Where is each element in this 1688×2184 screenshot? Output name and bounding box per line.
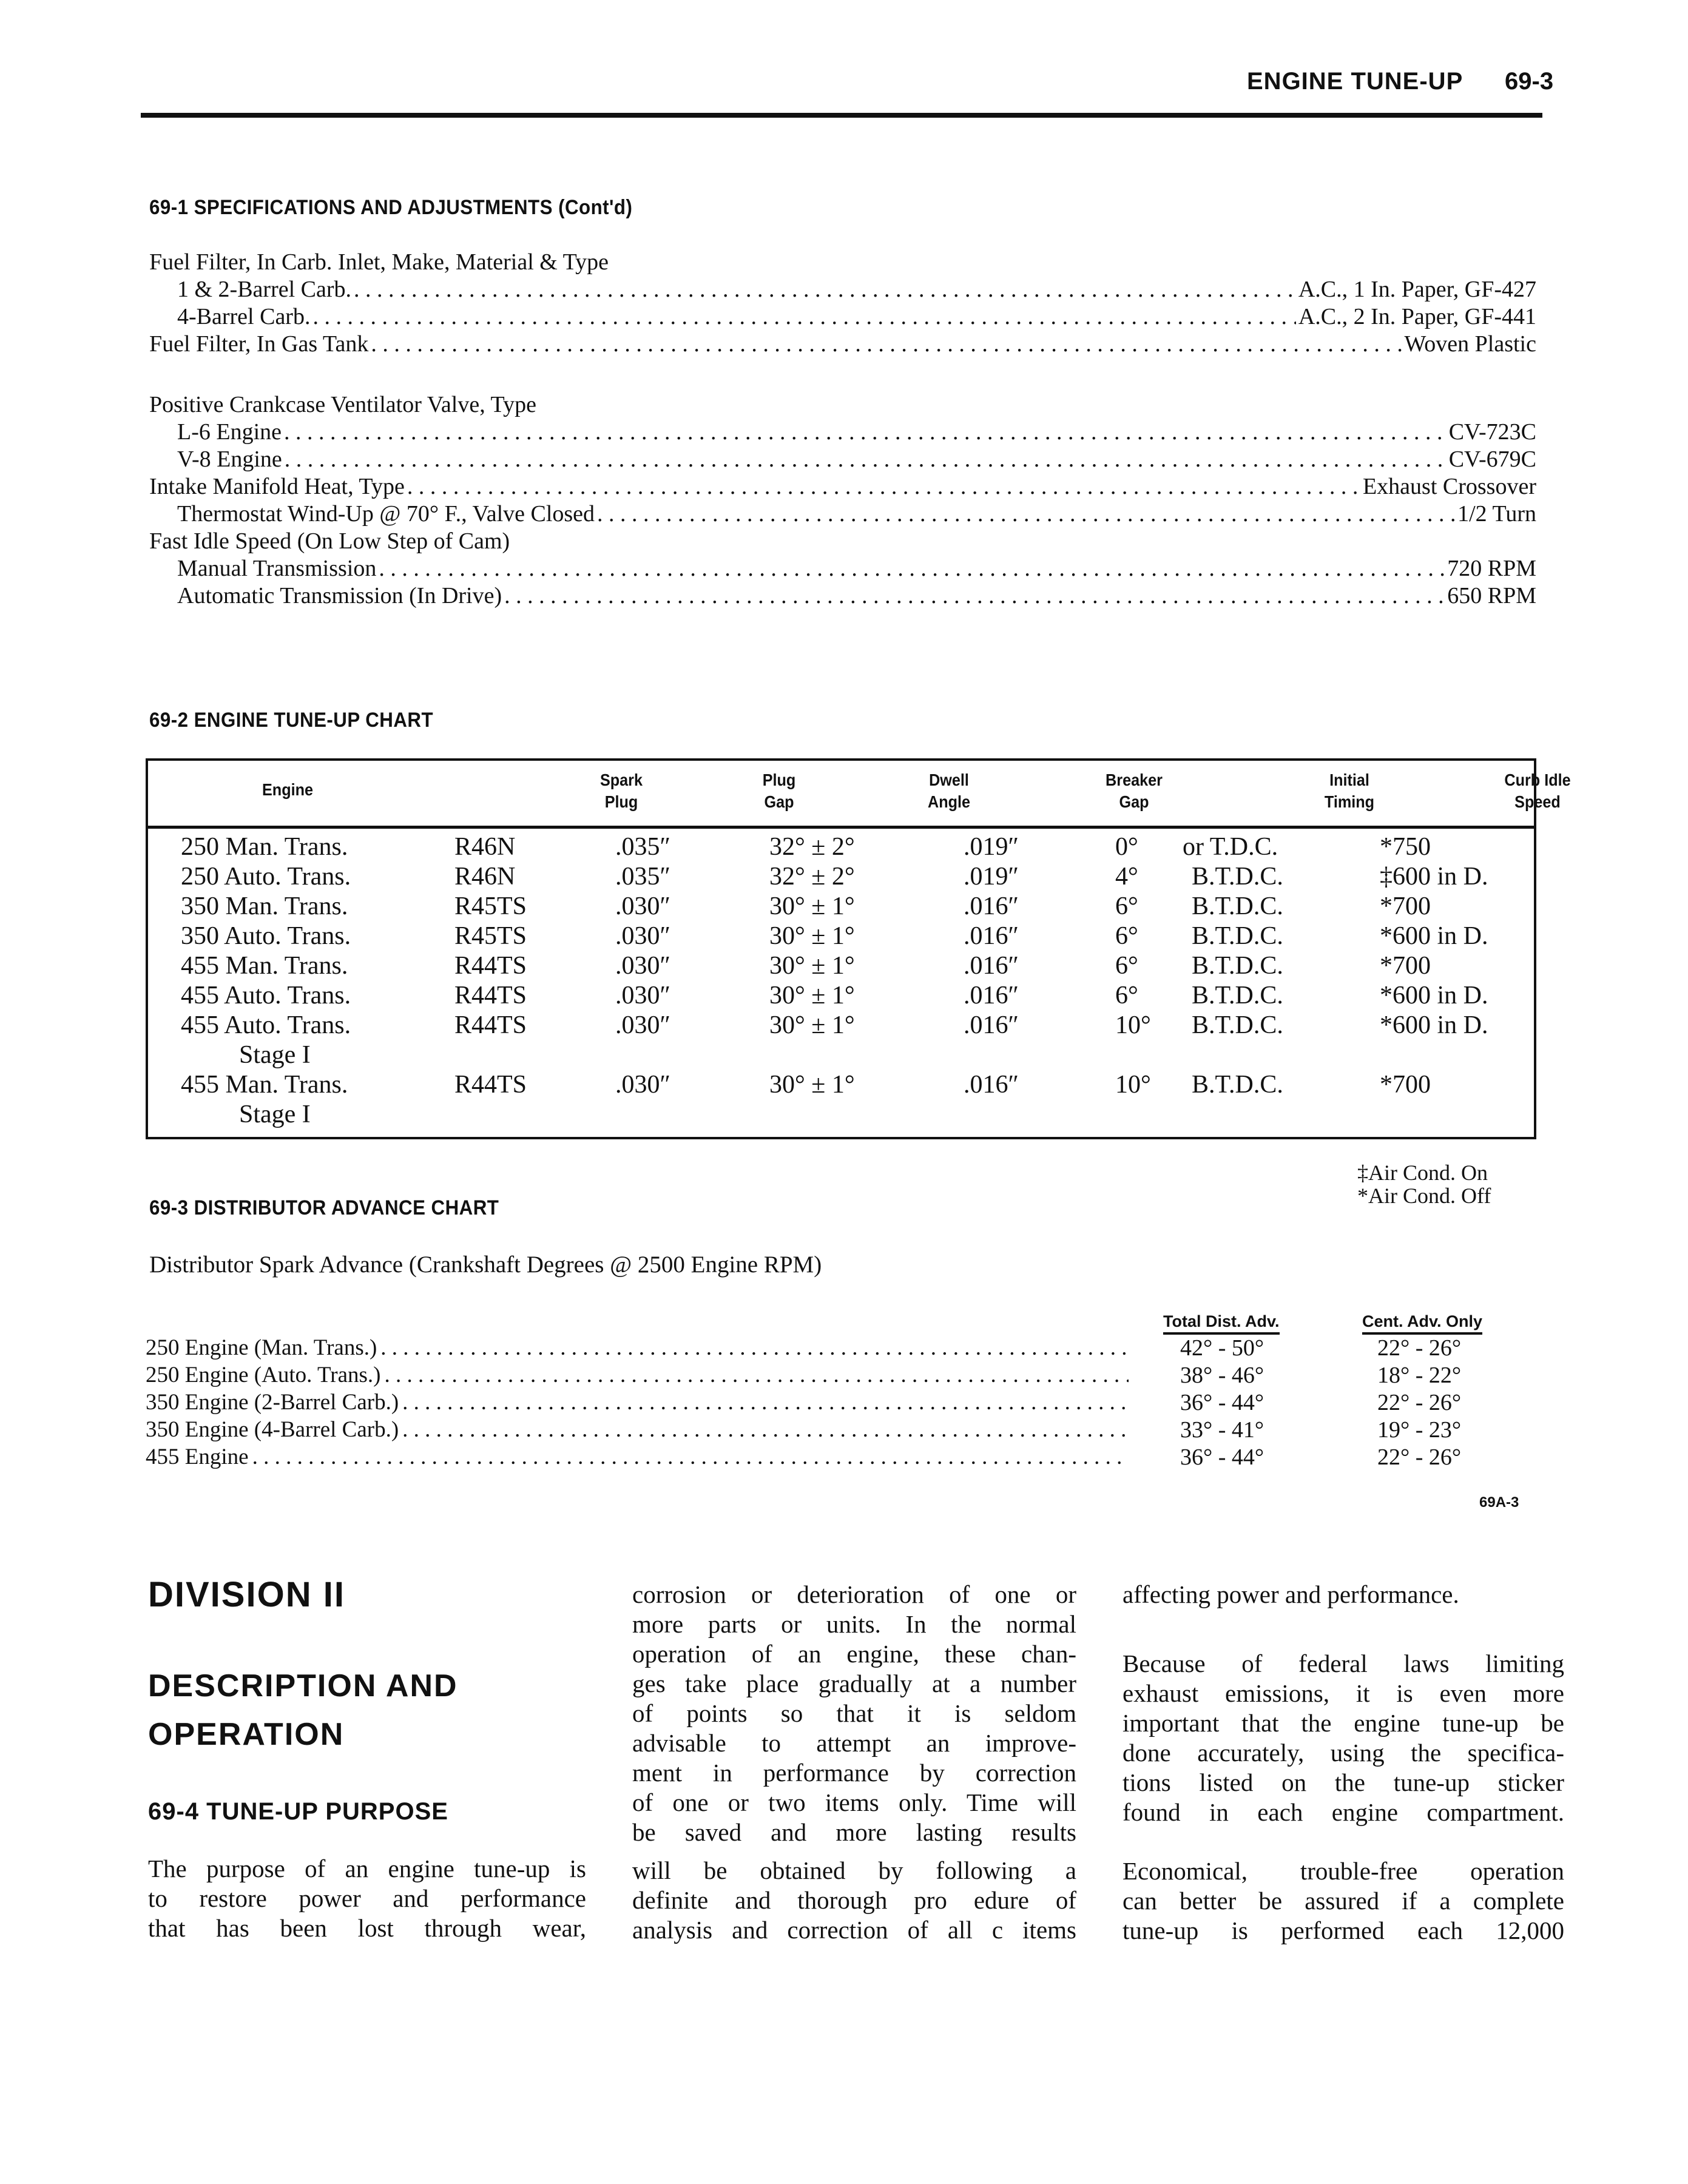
- spec-value: A.C., 2 In. Paper, GF-441: [1298, 304, 1536, 329]
- spec-label: Manual Transmission: [177, 556, 377, 581]
- cell-timing-reference: B.T.D.C.: [1192, 1011, 1283, 1039]
- cell-timing-reference: B.T.D.C.: [1192, 982, 1283, 1009]
- text-line: important that the engine tune-up be: [1123, 1709, 1564, 1737]
- cell-timing-degrees: 6°: [1115, 952, 1138, 980]
- cell-dwell-angle: 30° ± 1°: [769, 982, 855, 1009]
- cell-spark-plug: R44TS: [454, 1011, 527, 1039]
- distributor-cent-adv: 18° - 22°: [1377, 1363, 1462, 1388]
- col-header-cent-adv-only: Cent. Adv. Only: [1362, 1312, 1482, 1335]
- cell-plug-gap: .035″: [615, 833, 670, 861]
- spec-value: A.C., 1 In. Paper, GF-427: [1298, 277, 1536, 302]
- cell-engine: 350 Man. Trans.: [181, 892, 348, 920]
- text-line: more parts or units. In the normal: [632, 1610, 1076, 1638]
- cell-dwell-angle: 30° ± 1°: [769, 952, 855, 980]
- spec-label: Fuel Filter, In Gas Tank: [149, 331, 369, 357]
- spec-label: Thermostat Wind-Up @ 70° F., Valve Closed: [177, 501, 595, 527]
- spec-value: CV-723C: [1448, 419, 1536, 445]
- paragraph-col3-part1: [1123, 1580, 1559, 1609]
- cell-plug-gap: .030″: [615, 892, 670, 920]
- spec-label: L-6 Engine: [177, 419, 282, 445]
- cell-curb-idle: *750: [1380, 833, 1431, 861]
- text-line: exhaust emissions, it is even more: [1123, 1679, 1564, 1707]
- spec-row: [149, 582, 1536, 610]
- text-line: of one or two items only. Time will: [632, 1788, 1076, 1816]
- distributor-row: [146, 1417, 1129, 1444]
- col-header-line2: Gap: [1119, 792, 1149, 811]
- cell-spark-plug: R45TS: [454, 922, 527, 950]
- col-header-breaker-gap: [1085, 769, 1183, 813]
- leader-dots: [402, 1389, 1129, 1415]
- cell-timing-degrees: 6°: [1115, 982, 1138, 1009]
- spec-row: [149, 391, 1536, 419]
- text-line: found in each engine compartment.: [1123, 1798, 1564, 1826]
- cell-spark-plug: R44TS: [454, 952, 527, 980]
- spec-row: [149, 555, 1536, 582]
- cell-dwell-angle: 30° ± 1°: [769, 1071, 855, 1099]
- cell-dwell-angle: 30° ± 1°: [769, 1011, 855, 1039]
- leader-dots: [504, 582, 1445, 609]
- cell-engine: 455 Man. Trans.: [181, 952, 348, 980]
- cell-engine-stage: Stage I: [239, 1041, 311, 1069]
- cell-timing-reference: B.T.D.C.: [1192, 952, 1283, 980]
- cell-timing-degrees: 10°: [1115, 1011, 1151, 1039]
- cell-dwell-angle: 30° ± 1°: [769, 892, 855, 920]
- spec-value: Woven Plastic: [1404, 331, 1536, 357]
- distributor-engine-label: 250 Engine (Man. Trans.): [146, 1335, 377, 1360]
- col-header-line2: Timing: [1324, 792, 1375, 811]
- spec-value: 1/2 Turn: [1457, 501, 1536, 527]
- cell-dwell-angle: 30° ± 1°: [769, 922, 855, 950]
- paragraph-col2-part1: [632, 1580, 1076, 1847]
- text-line: Because of federal laws limiting: [1123, 1650, 1564, 1677]
- text-line: definite and thorough pro edure of: [632, 1886, 1076, 1914]
- text-line: Economical, trouble-free operation: [1123, 1857, 1564, 1885]
- section-heading-tuneup-purpose: 69-4 TUNE-UP PURPOSE: [148, 1798, 448, 1825]
- text-line: can better be assured if a complete: [1123, 1887, 1564, 1915]
- tuneup-chart-heading: 69-2 ENGINE TUNE-UP CHART: [149, 709, 434, 732]
- distributor-cent-adv: 22° - 26°: [1377, 1444, 1462, 1470]
- cell-engine: 455 Auto. Trans.: [181, 982, 351, 1009]
- leader-dots: [379, 555, 1445, 582]
- spec-row: [149, 446, 1536, 473]
- paragraph-col3-part2: [1123, 1649, 1564, 1827]
- text-line: done accurately, using the specifica-: [1123, 1739, 1564, 1767]
- col-header-dwell-angle: [905, 769, 993, 813]
- cell-curb-idle: *700: [1380, 892, 1431, 920]
- specs-heading: 69-1 SPECIFICATIONS AND ADJUSTMENTS (Cont'd): [149, 196, 633, 219]
- text-line: tune-up is performed each 12,000: [1123, 1916, 1564, 1944]
- cell-breaker-gap: .016″: [964, 1011, 1019, 1039]
- cell-spark-plug: R46N: [454, 863, 516, 891]
- col-header-line2: Gap: [764, 792, 794, 811]
- cell-engine: 455 Auto. Trans.: [181, 1011, 351, 1039]
- spec-value: 650 RPM: [1447, 583, 1536, 608]
- text-line: The purpose of an engine tune-up is: [148, 1855, 586, 1882]
- cell-timing-reference: B.T.D.C.: [1192, 892, 1283, 920]
- spec-label: Fuel Filter, In Carb. Inlet, Make, Material & Type: [149, 249, 609, 275]
- spec-label: 1 & 2-Barrel Carb.: [177, 277, 352, 302]
- cell-breaker-gap: .019″: [964, 863, 1019, 891]
- spec-row: [149, 473, 1536, 500]
- cell-breaker-gap: .016″: [964, 922, 1019, 950]
- cell-curb-idle: *600 in D.: [1380, 982, 1488, 1009]
- distributor-engine-label: 350 Engine (4-Barrel Carb.): [146, 1417, 399, 1442]
- col-header-initial-timing: [1300, 769, 1399, 813]
- text-line: ment in performance by correction: [632, 1759, 1076, 1787]
- spec-label: Positive Crankcase Ventilator Valve, Type: [149, 392, 536, 417]
- cell-timing-reference: B.T.D.C.: [1192, 1071, 1283, 1099]
- distributor-total-adv: 36° - 44°: [1180, 1444, 1264, 1470]
- division-title: DIVISION II: [148, 1575, 345, 1614]
- col-header-total-dist-adv: Total Dist. Adv.: [1163, 1312, 1280, 1335]
- distributor-total-adv: 42° - 50°: [1180, 1335, 1264, 1361]
- spec-row: [149, 419, 1536, 446]
- text-line: will be obtained by following a: [632, 1856, 1076, 1884]
- paragraph-col3-part3: [1123, 1856, 1564, 1946]
- spec-list-fuel-filter: [149, 249, 1536, 358]
- distributor-chart-subtitle: Distributor Spark Advance (Crankshaft Degrees @ 2500 Engine RPM): [149, 1252, 822, 1278]
- cell-breaker-gap: .016″: [964, 892, 1019, 920]
- col-header-line1: Spark: [599, 770, 643, 789]
- distributor-row: [146, 1335, 1129, 1362]
- col-header-line1: Curb Idle: [1504, 770, 1571, 789]
- distributor-engine-label: 350 Engine (2-Barrel Carb.): [146, 1390, 399, 1415]
- distributor-row: [146, 1389, 1129, 1417]
- header-rule: [141, 113, 1542, 118]
- distributor-row: [146, 1444, 1129, 1471]
- leader-dots: [285, 446, 1447, 473]
- spec-label: V-8 Engine: [177, 447, 282, 472]
- col-header-line2: Speed: [1514, 792, 1561, 811]
- spec-label: Automatic Transmission (In Drive): [177, 583, 502, 608]
- cell-spark-plug: R45TS: [454, 892, 527, 920]
- page-number: 69-3: [1505, 68, 1554, 95]
- text-line: advisable to attempt an improve-: [632, 1729, 1076, 1757]
- col-header-plug-gap: [735, 769, 823, 813]
- cell-plug-gap: .030″: [615, 952, 670, 980]
- col-header-line1: Plug: [762, 770, 796, 789]
- figure-reference: 69A-3: [1479, 1494, 1519, 1511]
- cell-dwell-angle: 32° ± 2°: [769, 833, 855, 861]
- leader-dots: [284, 419, 1447, 445]
- cell-timing-reference: B.T.D.C.: [1192, 922, 1283, 950]
- spec-label: Intake Manifold Heat, Type: [149, 474, 405, 499]
- cell-breaker-gap: .019″: [964, 833, 1019, 861]
- spec-label: 4-Barrel Carb.: [177, 304, 311, 329]
- cell-breaker-gap: .016″: [964, 952, 1019, 980]
- cell-plug-gap: .030″: [615, 922, 670, 950]
- cell-spark-plug: R44TS: [454, 1071, 527, 1099]
- text-line: tions listed on the tune-up sticker: [1123, 1768, 1564, 1796]
- cell-spark-plug: R46N: [454, 833, 516, 861]
- cell-plug-gap: .030″: [615, 982, 670, 1009]
- spec-row: [149, 303, 1536, 331]
- cell-breaker-gap: .016″: [964, 982, 1019, 1009]
- text-line: corrosion or deterioration of one or: [632, 1580, 1076, 1608]
- cell-engine-stage: Stage I: [239, 1100, 311, 1128]
- spec-row: [149, 500, 1536, 528]
- distributor-cent-adv: 19° - 23°: [1377, 1417, 1462, 1443]
- cell-timing-degrees: 0°: [1115, 833, 1138, 861]
- spec-row: [149, 528, 1536, 555]
- text-line: of points so that it is seldom: [632, 1699, 1076, 1727]
- col-header-line1: Initial: [1329, 770, 1369, 789]
- spec-value: CV-679C: [1448, 447, 1536, 472]
- spec-row: [149, 276, 1536, 303]
- cell-timing-degrees: 6°: [1115, 922, 1138, 950]
- text-line: to restore power and performance: [148, 1884, 586, 1912]
- spec-row: [149, 249, 1536, 276]
- cell-timing-degrees: 4°: [1115, 863, 1138, 891]
- cell-breaker-gap: .016″: [964, 1071, 1019, 1099]
- cell-curb-idle: *600 in D.: [1380, 922, 1488, 950]
- cell-timing-degrees: 10°: [1115, 1071, 1151, 1099]
- cell-curb-idle: *600 in D.: [1380, 1011, 1488, 1039]
- col-header-engine-label: Engine: [262, 780, 314, 799]
- distributor-cent-adv: 22° - 26°: [1377, 1390, 1462, 1415]
- distributor-total-adv: 36° - 44°: [1180, 1390, 1264, 1415]
- text-line: analysis and correction of all c items: [632, 1916, 1076, 1944]
- col-header-spark-plug: [578, 769, 665, 813]
- distributor-total-adv: 33° - 41°: [1180, 1417, 1264, 1443]
- division-subtitle-line2: OPERATION: [148, 1717, 345, 1752]
- paragraph-col2-part2: [632, 1856, 1076, 1945]
- cell-curb-idle: *700: [1380, 1071, 1431, 1099]
- text-line: that has been lost through wear,: [148, 1914, 586, 1942]
- col-header-line2: Angle: [927, 792, 971, 811]
- distributor-total-adv: 38° - 46°: [1180, 1363, 1264, 1388]
- cell-timing-degrees: 6°: [1115, 892, 1138, 920]
- cell-plug-gap: .030″: [615, 1071, 670, 1099]
- leader-dots: [407, 473, 1360, 500]
- running-header-title: ENGINE TUNE-UP: [1247, 68, 1463, 95]
- cell-curb-idle: ‡600 in D.: [1380, 863, 1488, 891]
- leader-dots: [384, 1362, 1129, 1388]
- cell-engine: 250 Man. Trans.: [181, 833, 348, 861]
- distributor-chart-heading: 69-3 DISTRIBUTOR ADVANCE CHART: [149, 1196, 499, 1219]
- col-header-line2: Plug: [604, 792, 638, 811]
- tuneup-table: [146, 758, 1571, 1139]
- text-line: operation of an engine, these chan-: [632, 1640, 1076, 1668]
- cell-plug-gap: .030″: [615, 1011, 670, 1039]
- cell-timing-reference: or T.D.C.: [1183, 833, 1278, 861]
- distributor-row: [146, 1362, 1129, 1389]
- cell-curb-idle: *700: [1380, 952, 1431, 980]
- leader-dots: [380, 1335, 1129, 1361]
- spec-list-pcv-manifold-idle: [149, 391, 1536, 610]
- leader-dots: [354, 276, 1296, 303]
- col-header-line1: Breaker: [1106, 770, 1163, 789]
- distributor-engine-label: 455 Engine: [146, 1444, 249, 1469]
- col-header-engine: [233, 779, 342, 801]
- cell-engine: 250 Auto. Trans.: [181, 863, 351, 891]
- paragraph-col1: [148, 1854, 586, 1943]
- division-subtitle-line1: DESCRIPTION AND: [148, 1668, 458, 1704]
- spec-value: 720 RPM: [1447, 556, 1536, 581]
- cell-engine: 455 Man. Trans.: [181, 1071, 348, 1099]
- distributor-cent-adv: 22° - 26°: [1377, 1335, 1462, 1361]
- col-header-curb-idle-speed: [1483, 769, 1592, 813]
- leader-dots: [597, 500, 1455, 527]
- leader-dots: [252, 1444, 1129, 1470]
- cell-spark-plug: R44TS: [454, 982, 527, 1009]
- col-header-line1: Dwell: [929, 770, 969, 789]
- text-line: be saved and more lasting results: [632, 1818, 1076, 1846]
- footnote-air-cond-off: *Air Cond. Off: [1357, 1184, 1491, 1208]
- spec-row: [149, 331, 1536, 358]
- leader-dots: [402, 1417, 1129, 1443]
- text-line: ges take place gradually at a number: [632, 1670, 1076, 1697]
- spec-value: Exhaust Crossover: [1362, 474, 1536, 499]
- cell-timing-reference: B.T.D.C.: [1192, 863, 1283, 891]
- cell-engine: 350 Auto. Trans.: [181, 922, 351, 950]
- cell-dwell-angle: 32° ± 2°: [769, 863, 855, 891]
- leader-dots: [371, 331, 1402, 357]
- cell-plug-gap: .035″: [615, 863, 670, 891]
- tuneup-table-header: [148, 761, 1571, 829]
- footnote-air-cond-on: ‡Air Cond. On: [1357, 1161, 1488, 1185]
- leader-dots: [312, 303, 1295, 330]
- distributor-engine-label: 250 Engine (Auto. Trans.): [146, 1363, 381, 1387]
- spec-label: Fast Idle Speed (On Low Step of Cam): [149, 528, 510, 554]
- text-line: affecting power and performance.: [1123, 1580, 1459, 1608]
